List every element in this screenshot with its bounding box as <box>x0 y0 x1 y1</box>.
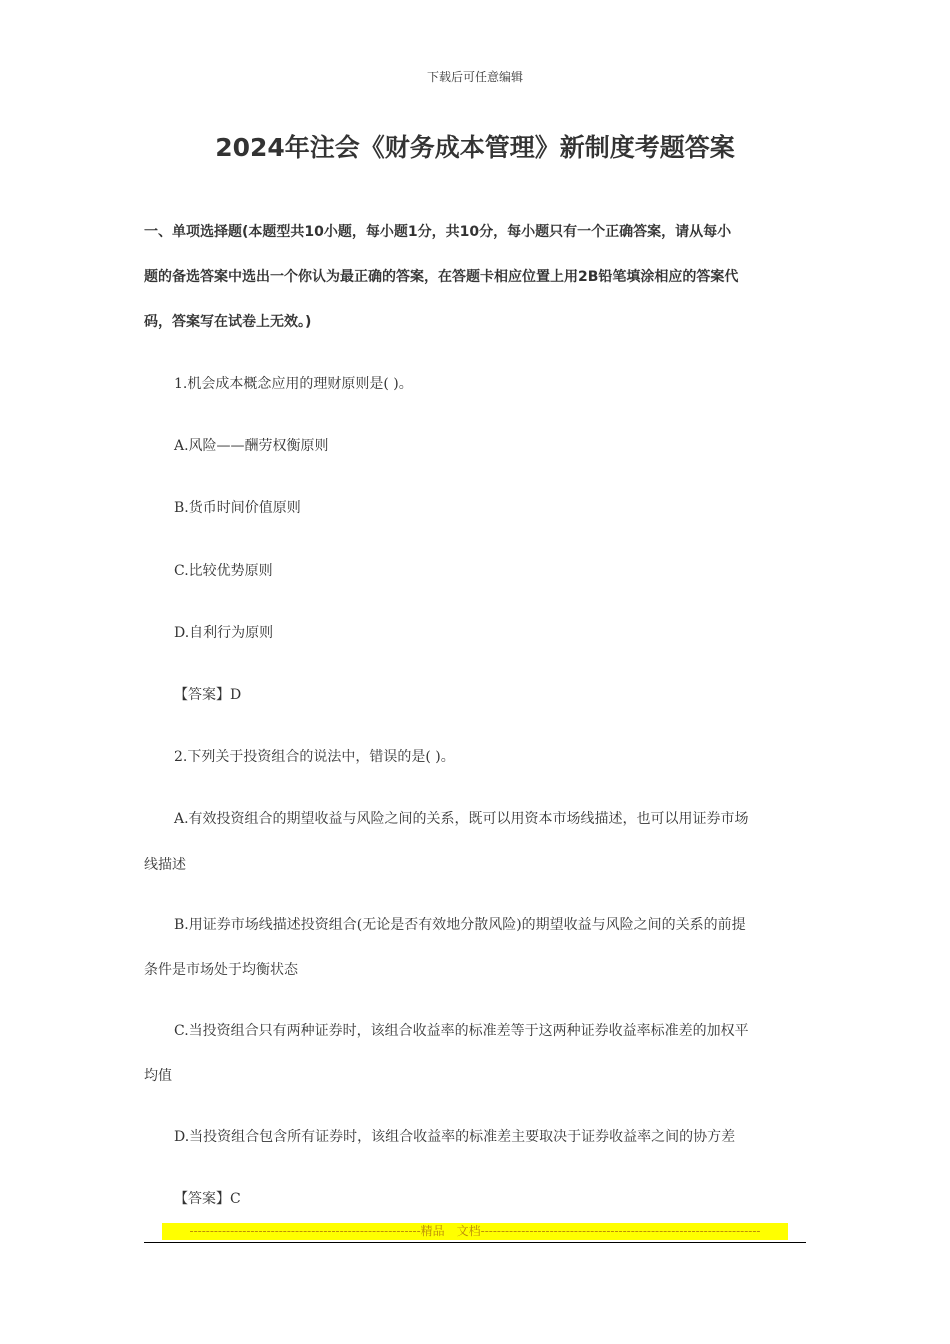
header-note: 下载后可任意编辑 <box>426 70 523 84</box>
q2-option-d-line-1: D.当投资组合包含所有证券时，该组合收益率的标准差主要取决于证券收益率之间的协方差 <box>174 1129 736 1145</box>
q2-answer: 【答案】C <box>174 1191 241 1207</box>
q1-option-d: D.自利行为原则 <box>174 625 274 641</box>
footer-divider <box>144 1242 806 1243</box>
page-title: 2024年注会《财务成本管理》新制度考题答案 <box>215 133 735 162</box>
q2-option-a-line-1: A.有效投资组合的期望收益与风险之间的关系，既可以用资本市场线描述，也可以用证券市场 <box>174 811 749 827</box>
question-2: 2.下列关于投资组合的说法中，错误的是( )。 <box>174 749 455 765</box>
q2-option-b-line-2: 条件是市场处于均衡状态 <box>144 962 298 978</box>
q1-option-a: A.风险——酬劳权衡原则 <box>174 438 329 454</box>
q1-option-b: B.货币时间价值原则 <box>174 500 301 516</box>
footer-highlight-band <box>162 1223 788 1240</box>
q2-option-c-line-2: 均值 <box>144 1068 172 1084</box>
q2-option-a-line-2: 线描述 <box>144 857 186 873</box>
section-intro-line-1: 一、单项选择题(本题型共10小题，每小题1分，共10分，每小题只有一个正确答案，请从每小 <box>144 224 732 240</box>
section-intro-line-2: 题的备选答案中选出一个你认为最正确的答案，在答题卡相应位置上用2B铅笔填涂相应的答案代 <box>144 269 739 285</box>
section-intro-line-3: 码，答案写在试卷上无效。) <box>144 314 312 330</box>
q2-option-c-line-1: C.当投资组合只有两种证券时，该组合收益率的标准差等于这两种证券收益率标准差的加权平 <box>174 1023 749 1039</box>
question-1: 1.机会成本概念应用的理财原则是( )。 <box>174 376 413 392</box>
q1-answer: 【答案】D <box>174 687 242 703</box>
q1-option-c: C.比较优势原则 <box>174 563 273 579</box>
footer-band-text: ---------------------------------------------------------精品 文档--------------------------------------------------------------------- <box>189 1224 761 1238</box>
q2-option-b-line-1: B.用证券市场线描述投资组合(无论是否有效地分散风险)的期望收益与风险之间的关系的前提 <box>174 917 746 933</box>
